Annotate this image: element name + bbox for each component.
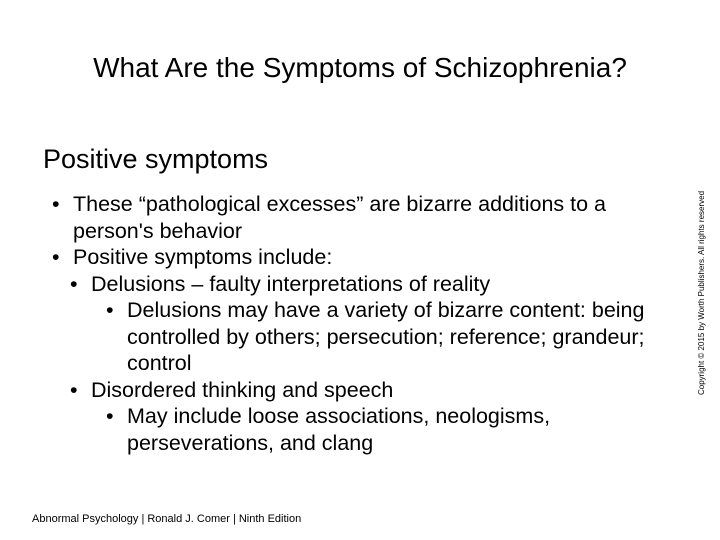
bullet-marker: • (70, 271, 78, 296)
bullet-marker: • (52, 245, 60, 269)
bullet-marker: • (52, 192, 60, 216)
bullet-text: These “pathological excesses” are bizarre additions to a person's behavior (73, 192, 607, 243)
bullet-list (52, 191, 680, 456)
bullet-text: Delusions – faulty interpretations of reality (91, 271, 491, 296)
sub-sub-bullet-item (106, 403, 680, 456)
bullet-text: May include loose associations, neologisms, perseverations, and clang (127, 404, 551, 455)
bullet-item (52, 191, 680, 244)
bullet-marker: • (70, 377, 78, 402)
bullet-marker: • (106, 298, 114, 322)
copyright-notice: Copyright © 2015 by Worth Publishers. All rights reserved (697, 190, 706, 396)
footer-citation: Abnormal Psychology | Ronald J. Comer | Ninth Edition (32, 513, 302, 525)
sub-bullet-item (70, 271, 680, 298)
sub-bullet-item (70, 377, 680, 404)
bullet-text: Disordered thinking and speech (91, 377, 394, 402)
bullet-item (52, 244, 680, 271)
bullet-text: Delusions may have a variety of bizarre content: being controlled by others; persecution; reference; grandeur; control (127, 298, 645, 375)
bullet-text: Positive symptoms include: (73, 245, 333, 269)
slide-title: What Are the Symptoms of Schizophrenia? (93, 52, 627, 83)
bullet-marker: • (106, 404, 114, 428)
section-heading: Positive symptoms (43, 144, 269, 174)
sub-sub-bullet-item (106, 297, 680, 377)
